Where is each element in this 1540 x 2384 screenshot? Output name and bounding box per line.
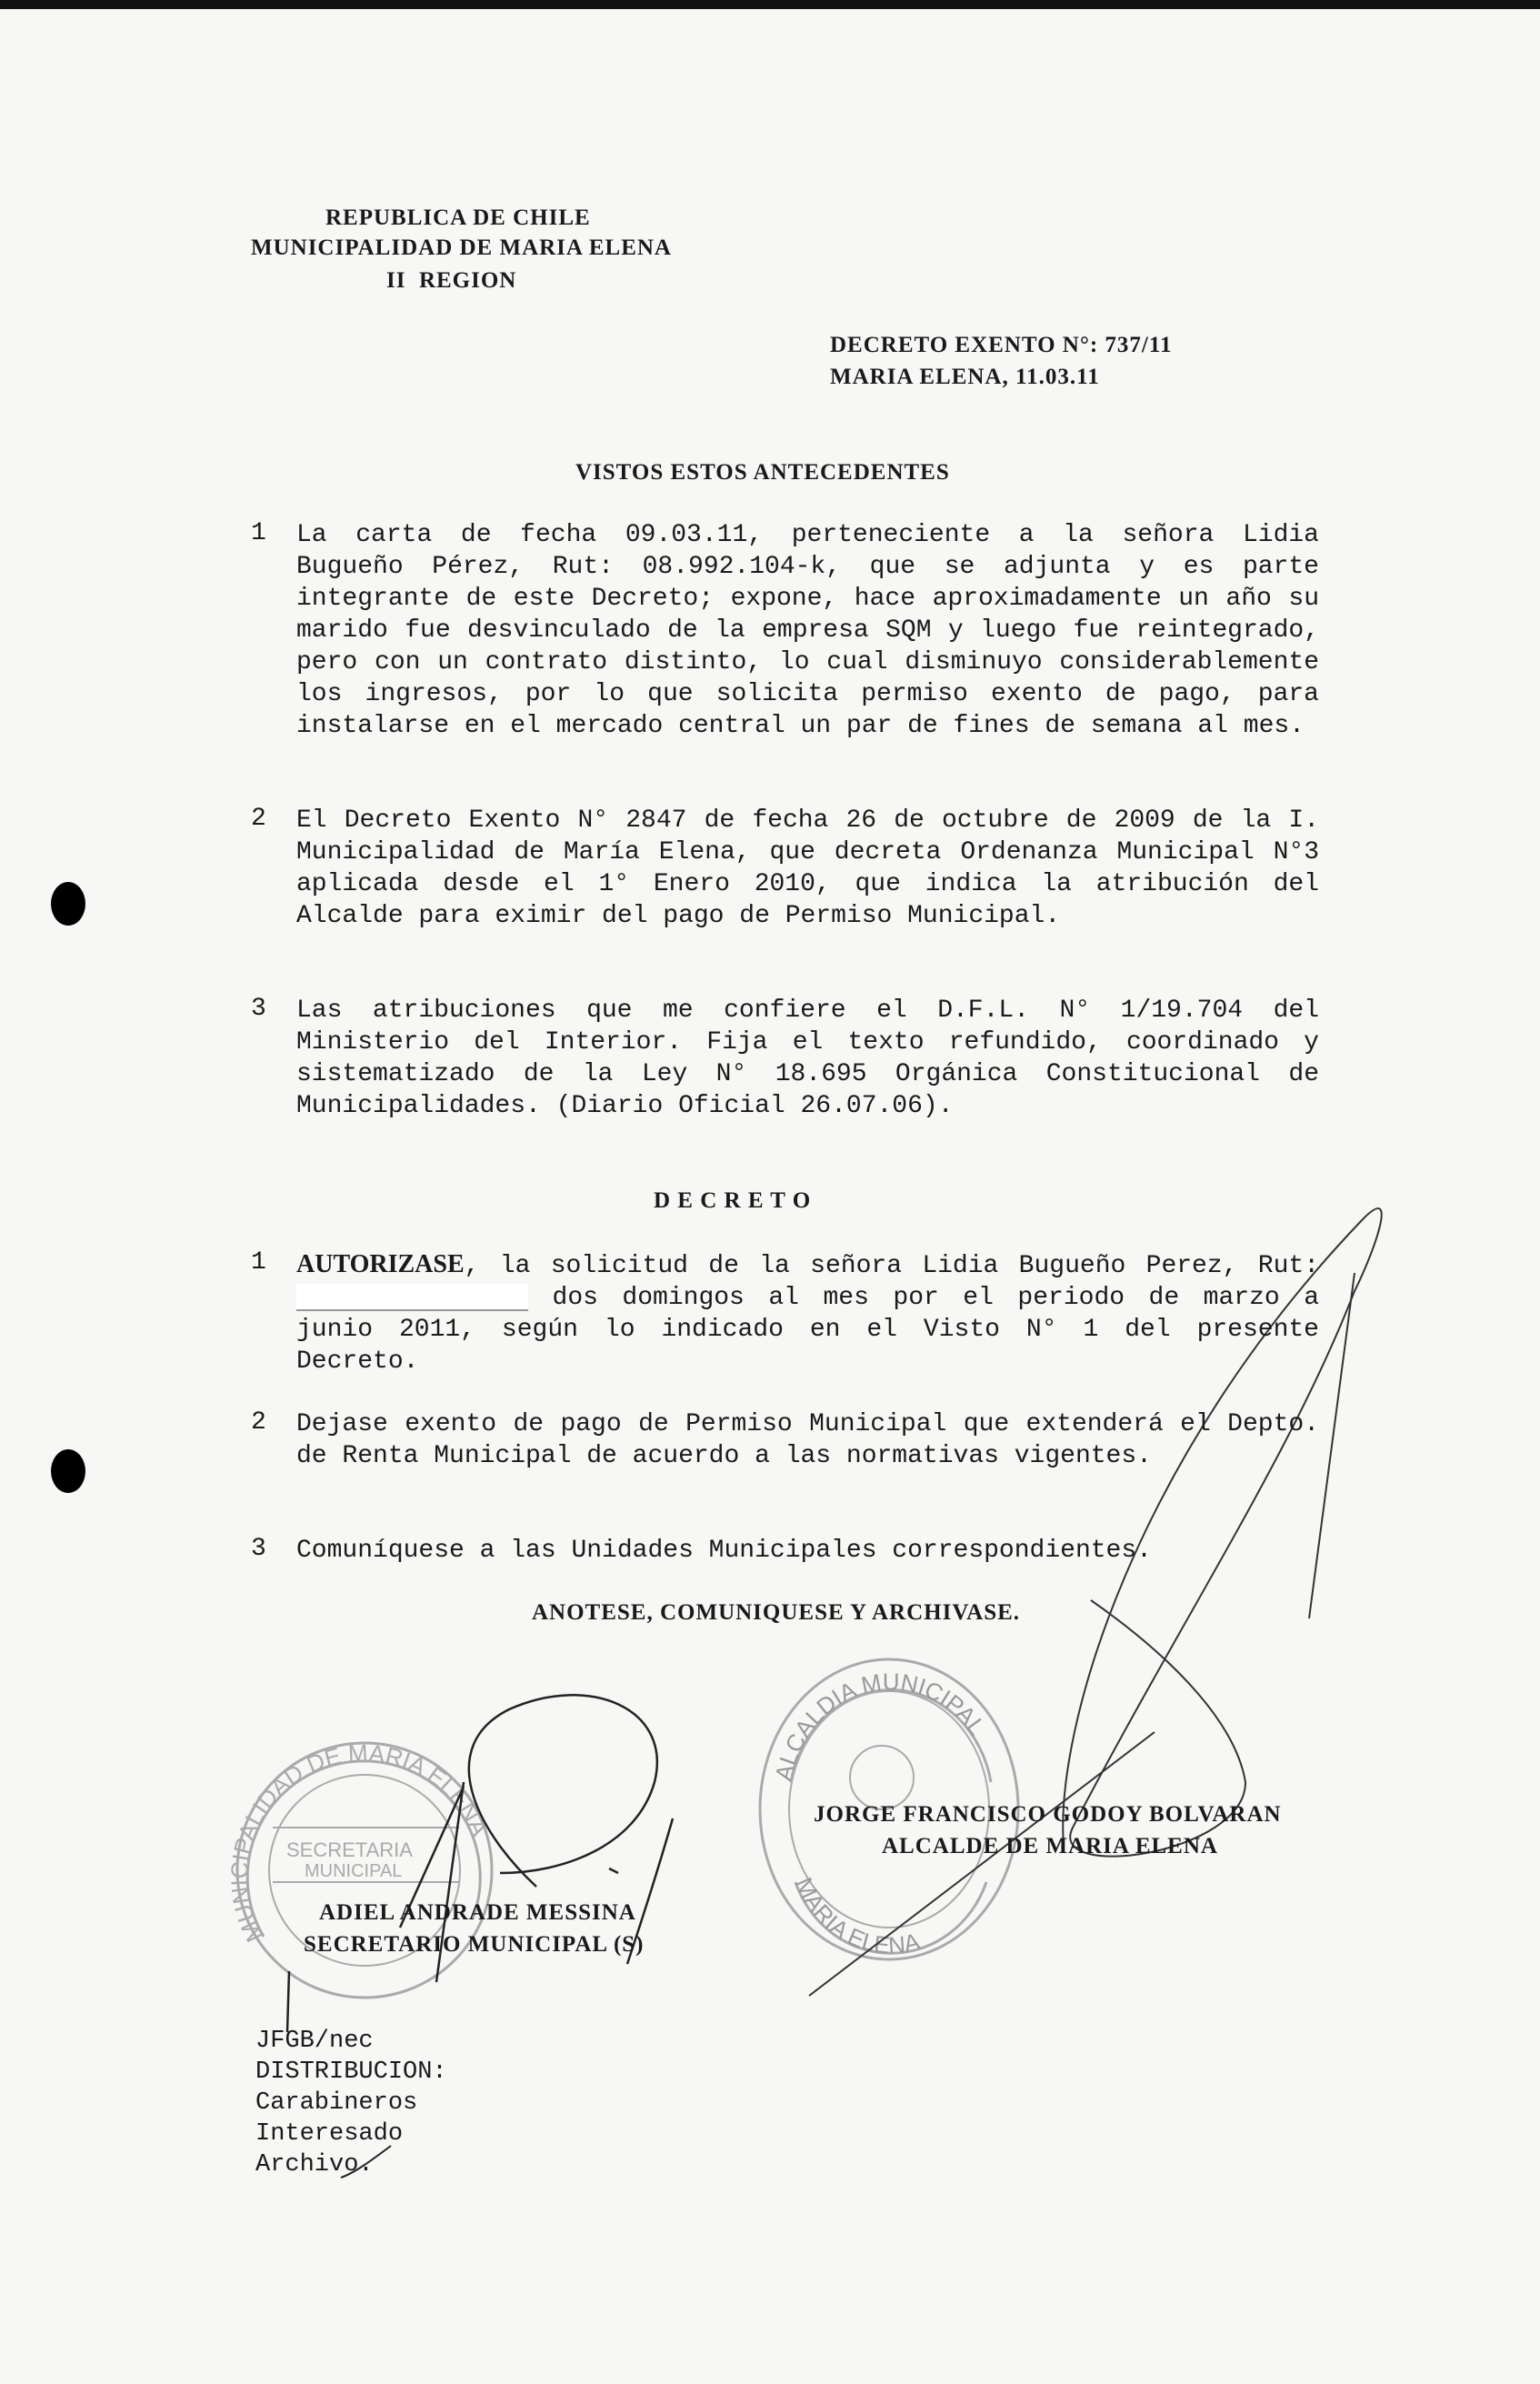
- distribution-block: [255, 2026, 447, 2180]
- left-stamp-ring-text: MUNICIPALIDAD DE MARIA ELENA: [225, 1738, 494, 1947]
- right-stamp-top-text: ALCALDIA MUNICIPAL: [769, 1668, 992, 1784]
- visto-1-text: La carta de fecha 09.03.11, perteneciente a la señora Lidia Bugueño Pérez, Rut: 08.992.104-k, que se adjunta y es parte integrante de este Decreto; expone, hace aproximadamente un año su marido fue desvinculado de la empresa SQM y luego fue reintegrado, pero con un contrato distinto, lo cual disminuyo considerablemente los ingresos, por lo que solicita permiso exento de pago, para instalarse en el mercado central un par de fines de semana al mes.: [296, 521, 1319, 740]
- secretary-title: SECRETARIO MUNICIPAL (S): [304, 1932, 645, 1957]
- visto-number: 3: [251, 995, 266, 1023]
- mayor-name: JORGE FRANCISCO GODOY BOLVARAN: [814, 1802, 1282, 1827]
- recipient: Carabineros: [255, 2089, 418, 2117]
- svg-text:MUNICIPAL: MUNICIPAL: [305, 1861, 403, 1881]
- initials: JFGB/nec: [255, 2028, 374, 2055]
- recipient: Interesado: [255, 2120, 404, 2148]
- closing-formula: ANOTESE, COMUNIQUESE Y ARCHIVASE.: [532, 1600, 1021, 1625]
- header-municipality: MUNICIPALIDAD DE MARIA ELENA: [251, 235, 672, 260]
- svg-text:MARIA ELENA: [790, 1873, 923, 1958]
- decreto-2-text: Dejase exento de pago de Permiso Municipal que extenderá el Depto. de Renta Municipal de acuerdo a las normativas vigentes.: [296, 1410, 1319, 1470]
- authorize-keyword: AUTORIZASE: [296, 1250, 465, 1278]
- decreto-title: D E C R E T O: [654, 1188, 812, 1213]
- decree-place-date: MARIA ELENA, 11.03.11: [830, 365, 1100, 389]
- decreto-3-text: Comuníquese a las Unidades Municipales correspondientes.: [296, 1537, 1152, 1565]
- svg-text:SECRETARIA: SECRETARIA: [286, 1838, 413, 1861]
- decreto-number: 2: [251, 1408, 266, 1437]
- visto-number: 2: [251, 805, 266, 833]
- decree-number: DECRETO EXENTO N°: 737/11: [830, 333, 1173, 357]
- header-country: REPUBLICA DE CHILE: [325, 205, 591, 230]
- left-stamp: [225, 1739, 494, 1998]
- decreto-1-part-b: dos domingos al mes por el periodo de marzo a junio 2011, según lo indicado en el Visto N° 1 del presente Decreto.: [296, 1284, 1319, 1376]
- visto-3-text: Las atribuciones que me confiere el D.F.L. N° 1/19.704 del Ministerio del Interior. Fija el texto refundido, coordinado y sistematizado de la Ley N° 18.695 Orgánica Constitucional de Municipalidades. (Diario Oficial 26.07.06).: [296, 997, 1319, 1120]
- secretary-name: ADIEL ANDRADE MESSINA: [319, 1900, 636, 1925]
- vistos-title: VISTOS ESTOS ANTECEDENTES: [575, 460, 950, 485]
- decreto-number: 3: [251, 1535, 266, 1563]
- visto-2-text: El Decreto Exento N° 2847 de fecha 26 de octubre de 2009 de la I. Municipalidad de María Elena, que decreta Ordenanza Municipal N°3 aplicada desde el 1° Enero 2010, que indica la atribución del Alcalde para eximir del pago de Permiso Municipal.: [296, 806, 1319, 930]
- header-region: II REGION: [386, 268, 517, 293]
- redacted-rut: [296, 1284, 528, 1311]
- mayor-title: ALCALDE DE MARIA ELENA: [882, 1834, 1218, 1858]
- distribution-label: DISTRIBUCION:: [255, 2058, 447, 2086]
- svg-text:ALCALDIA MUNICIPAL: [769, 1668, 991, 1783]
- decreto-1-part-a: , la solicitud de la señora Lidia Bugueño Perez, Rut:: [464, 1252, 1319, 1280]
- visto-number: 1: [251, 519, 266, 547]
- decreto-number: 1: [251, 1248, 266, 1277]
- right-stamp-bottom-text: MARIA ELENA: [790, 1873, 923, 1959]
- decreto-1-text: [296, 1248, 1319, 1377]
- recipient: Archivo.: [255, 2151, 374, 2179]
